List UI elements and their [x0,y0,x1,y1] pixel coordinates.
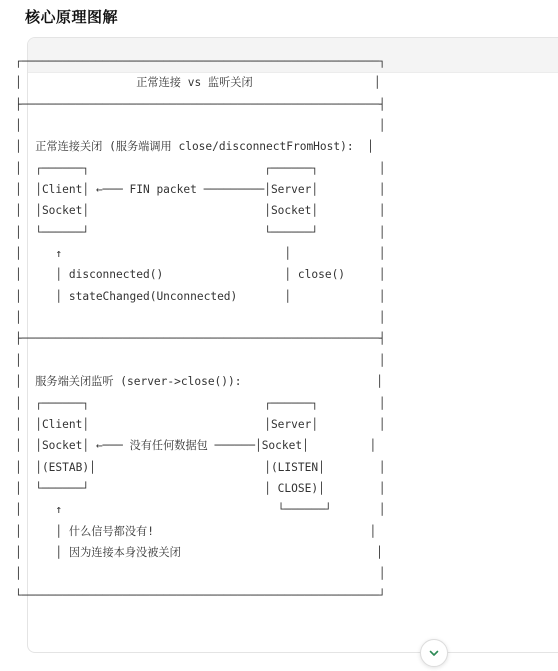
scroll-down-button[interactable] [420,639,448,667]
code-line: │ │Socket│ ←─── 没有任何数据包 ──────│Socket│ │ [15,439,377,453]
code-line: │ │ [15,311,386,325]
code-line: │ ┌──────┐ ┌──────┐ │ [15,396,386,410]
code-line: │ │ [15,567,386,581]
page-title: 核心原理图解 [25,8,119,26]
code-line: │ 正常连接关闭 (服务端调用 close/disconnectFromHost): │ [15,140,374,154]
code-line: │ │ [15,353,386,367]
code-line: │ │(ESTAB)│ │(LISTEN│ │ [15,460,386,474]
code-line: │ └──────┘ └──────┘ │ [15,225,386,239]
code-line: │ │Client│ ←─── FIN packet ─────────│Server│ │ [15,183,386,197]
code-line: │ │ stateChanged(Unconnected) │ │ [15,289,386,303]
code-line: │ │ [15,119,386,133]
code-line: │ │Client│ │Server│ │ [15,417,386,431]
code-line: │ 服务端关闭监听 (server->close()): │ [15,375,383,389]
code-line: │ └──────┘ │ CLOSE)│ │ [15,481,386,495]
code-line: │ ┌──────┐ ┌──────┐ │ [15,161,386,175]
code-line: │ │ 因为连接本身没被关闭 │ [15,545,383,559]
code-line: │ │Socket│ │Socket│ │ [15,204,386,218]
code-line: │ │ disconnected() │ close() │ [15,268,386,282]
code-line: ├─────────────────────────────────────────────────────┤ [15,97,386,111]
code-line: │ ↑ └──────┘ │ [15,503,386,517]
chevron-down-icon [428,647,440,659]
code-line: ├─────────────────────────────────────────────────────┤ [15,332,386,346]
code-line: │ ↑ │ │ [15,247,386,261]
code-content [15,51,385,606]
code-line: └─────────────────────────────────────────────────────┘ [15,588,386,602]
code-line: │ │ 什么信号都没有! │ [15,524,377,538]
code-line: ┌─────────────────────────────────────────────────────┐ [15,55,386,68]
code-line: │ 正常连接 vs 监听关闭 │ [15,76,381,90]
